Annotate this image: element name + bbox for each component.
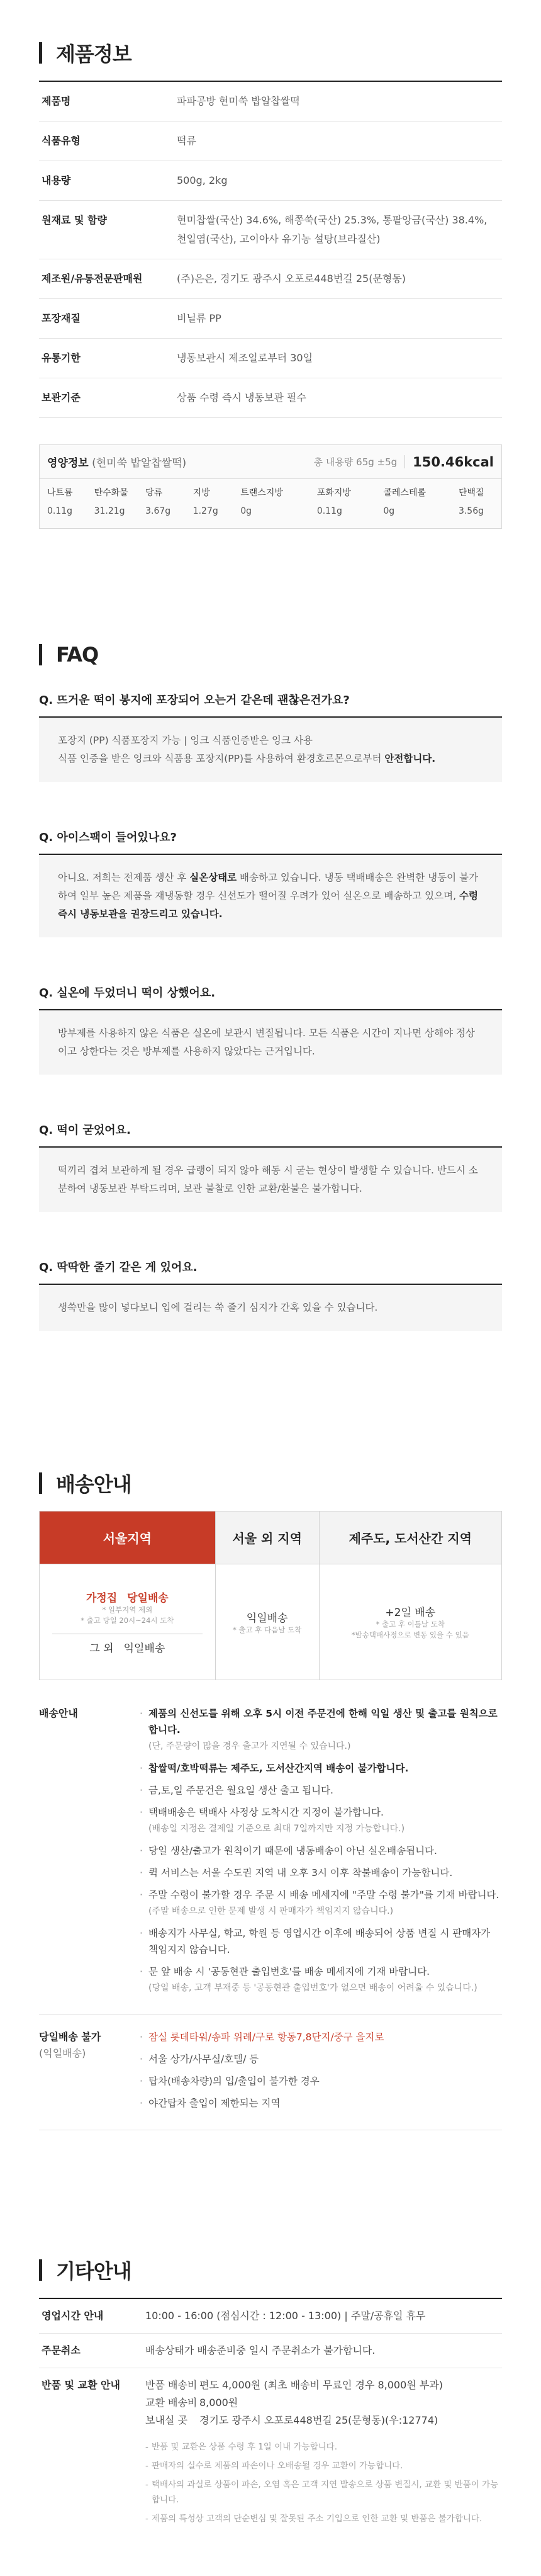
nutrient-value: 3.56g [458, 506, 484, 516]
nutrient-name: 탄수화물 [94, 488, 128, 498]
list-item: · 서울 상가/사무실/호텔/ 등 [140, 2051, 502, 2067]
nutrition-box [39, 444, 502, 529]
list-item: · 배송지가 사무실, 학교, 학원 등 영업시간 이후에 배송되어 상품 변질 시 판매자가 책임지지 않습니다. [140, 1925, 502, 1958]
answer-text: 식품 인증을 받은 잉크와 식품용 포장지(PP)를 사용하여 환경호르몬으로부터 [58, 753, 385, 764]
next-day-label: 익일배송 [246, 1612, 288, 1625]
faq-answer: 방부제를 사용하지 않은 식품은 실온에 보관시 변질됩니다. 모든 식품은 시간이 지나면 상해야 정상이고 상한다는 것은 방부제를 사용하지 않았다는 근거입니다. [39, 1010, 502, 1075]
faq-question: Q. 떡이 굳었어요. [39, 1112, 502, 1148]
next-day-label: 익일배송 [123, 1642, 165, 1655]
table-row [39, 259, 502, 299]
nutrient-value: 0.11g [47, 506, 73, 516]
nutrient-name: 당류 [145, 488, 163, 498]
nutrient-name: 트랜스지방 [240, 488, 283, 498]
shipping-region-table [39, 1511, 502, 1680]
faq-question: Q. 뜨거운 떡이 봉지에 포장되어 오는거 같은데 괜찮은건가요? [39, 682, 502, 718]
list-item: · 주말 수령이 불가할 경우 주문 시 배송 메세지에 "주말 수령 불가"를 기재 바랍니다. (주말 배송으로 인한 문제 발생 시 판매자가 책임지지 않습니다.) [140, 1887, 502, 1919]
nutrient-value: 0.11g [316, 506, 342, 516]
table-row [39, 121, 502, 161]
section-title: 배송안내 [56, 1472, 131, 1496]
etc-section [39, 2256, 502, 2538]
nutrient-name: 콜레스테롤 [383, 488, 426, 498]
list-item: · 잠실 롯데타워/송파 위례/구로 항동7,8단지/중구 을지로 [140, 2029, 502, 2045]
section-bar [39, 42, 42, 64]
faq-item [39, 682, 502, 782]
row-key: 제조원/유통전문판매원 [39, 259, 174, 299]
return-note: - 택배사의 과실로 상품이 파손, 오염 혹은 고객 지연 발송으로 상품 변질시, 교환 및 반품이 가능합니다. [145, 2477, 499, 2507]
faq-answer [39, 855, 502, 937]
nutrition-kcal: 150.46kcal [413, 454, 494, 470]
nutrient-cell [383, 485, 450, 518]
faq-section [39, 641, 502, 1331]
shipping-header [39, 1469, 502, 1497]
list-item: · 금,토,일 주문건은 월요일 생산 출고 됩니다. [140, 1782, 502, 1799]
etc-row-cancel: 주문취소 배송상태가 배송준비중 일시 주문취소가 불가합니다. [39, 2334, 502, 2368]
answer-text: 배송하고 있습니다. 냉동 택배배송은 완벽한 냉동이 불가하여 일부 높은 제품을 재냉동할 경우 신선도가 떨어질 우려가 있어 실온으로 배송하고 있으며, [58, 872, 478, 901]
section-title: 기타안내 [56, 2259, 131, 2283]
section-title: 제품정보 [56, 42, 131, 66]
list-item: · 당일 생산/출고가 원칙이기 때문에 냉동배송이 아닌 실온배송됩니다. [140, 1843, 502, 1859]
guide-list [140, 1705, 502, 2002]
nutrient-value: 31.21g [94, 506, 125, 516]
nutrient-cell [94, 485, 137, 518]
table-row [39, 378, 502, 418]
nutrient-name: 나트륨 [47, 488, 73, 498]
faq-answer: 떡끼리 겹쳐 보관하게 될 경우 급랭이 되지 않아 해동 시 굳는 현상이 발생할 수 있습니다. 반드시 소분하여 냉동보관 부탁드리며, 보관 불찰로 인한 교환/환불은 불가합니다. [39, 1148, 502, 1212]
row-value: 500g, 2kg [174, 161, 502, 201]
home-label: 가정집 [86, 1592, 118, 1605]
nutrient-cell [193, 485, 232, 518]
note: * 일부지역 제외 [102, 1605, 153, 1614]
row-value: 파파공방 현미쑥 밥알찹쌀떡 [174, 81, 502, 121]
table-row [39, 201, 502, 259]
region-jeju-cell [319, 1564, 501, 1680]
list-item: · 택배배송은 택배사 사정상 도착시간 지정이 불가합니다. (배송일 지정은 결제일 기준으로 최대 7일까지만 지정 가능합니다.) [140, 1804, 502, 1837]
row-value: 냉동보관시 제조일로부터 30일 [174, 339, 502, 378]
product-info-section [39, 39, 502, 529]
table-row [39, 339, 502, 378]
nutrient-name: 지방 [192, 488, 210, 498]
region-jeju-header: 제주도, 도서산간 지역 [319, 1511, 501, 1564]
faq-item [39, 820, 502, 937]
faq-header [39, 641, 502, 669]
row-value: (주)은은, 경기도 광주시 오포로448번길 25(문형동) [174, 259, 502, 299]
row-value: 현미찹쌀(국산) 34.6%, 해쫑쑥(국산) 25.3%, 통팥앙금(국산) 38.4%, 천일염(국산), 고이아사 유기농 설탕(브라질산) [174, 201, 502, 259]
return-notes [145, 2439, 499, 2526]
faq-item [39, 1112, 502, 1212]
row-key: 원재료 및 함량 [39, 201, 174, 259]
same-day-label: 당일배송 [127, 1592, 169, 1605]
etc-header [39, 2256, 502, 2284]
nutrient-cell [145, 485, 184, 518]
faq-question: Q. 실온에 두었더니 떡이 상했어요. [39, 975, 502, 1010]
nutrition-subtitle: (현미쑥 밥알찹쌀떡) [92, 457, 187, 470]
answer-emphasis: 수령 즉시 냉동보관을 권장드리고 있습니다. [58, 890, 478, 920]
list-item: · 탑차(배송차량)의 입/출입이 불가한 경우 [140, 2073, 502, 2089]
return-note: - 반품 및 교환은 상품 수령 후 1일 이내 가능합니다. [145, 2439, 499, 2455]
nutrient-name: 포화지방 [316, 488, 351, 498]
no-same-day [39, 2015, 502, 2130]
region-outside-header: 서울 외 지역 [215, 1511, 319, 1564]
nutrition-title: 영양정보 [47, 457, 89, 470]
shipping-guide [39, 1692, 502, 2015]
faq-answer-line [58, 750, 483, 768]
return-note: - 판매자의 실수로 제품의 파손이나 오배송될 경우 교환이 가능합니다. [145, 2458, 499, 2473]
row-key: 제품명 [39, 81, 174, 121]
faq-answer: 생쑥만을 많이 넣다보니 입에 걸리는 쑥 줄기 심지가 간혹 있을 수 있습니다. [39, 1285, 502, 1331]
table-row [39, 161, 502, 201]
etc-row-return: 반품 및 교환 안내 반품 배송비 편도 4,000원 (최초 배송비 무료인 경우 8,000원 부과) 교환 배송비 8,000원 보내실 곳 경기도 광주시 오포로448번길 25(문형동)(우:12774) - 반품 및 교환은 상품 수령 후 1일 이내 가능합니다. - 판매자의 실수로 제품의 파손이나 오배송될 경우 교환이 가능합니다. - 택배사의 과실로 상품이 파손, 오염 혹은 고객 지연 발송으로 상품 변질시, 교환 및 반품이 가능합니다. - 제품의 특성상 고객의 단순변심 및 잘못된 주소 기입으로 인한 교환 및 반품은 불가합니다. [39, 2368, 502, 2538]
nutrient-value: 0g [383, 506, 395, 516]
region-seoul-header: 서울지역 [40, 1511, 216, 1564]
other-label: 그 외 [89, 1642, 114, 1655]
list-item: · 문 앞 배송 시 '공동현관 출입번호'를 배송 메세지에 기재 바랍니다. (당일 배송, 고객 부재중 등 '공동현관 출입번호'가 없으면 배송이 어려울 수 있습니다.) [140, 1963, 502, 1996]
answer-emphasis: 안전합니다. [384, 753, 436, 764]
no-same-day-list [140, 2029, 502, 2117]
note: * 출고 후 다음날 도착 [233, 1625, 302, 1634]
product-info-header [39, 39, 502, 67]
note: *발송택배사정으로 변동 있을 수 있음 [351, 1630, 469, 1639]
nutrient-cell [47, 485, 86, 518]
section-title: FAQ [56, 643, 99, 667]
etc-row-hours: 영업시간 안내 10:00 - 16:00 (점심시간 : 12:00 - 13:00) | 주말/공휴일 휴무 [39, 2299, 502, 2334]
product-info-table [39, 81, 502, 418]
faq-answer [39, 718, 502, 782]
row-key: 내용량 [39, 161, 174, 201]
table-row [39, 81, 502, 121]
section-bar [39, 2259, 42, 2281]
note: * 출고 후 이틀날 도착 [376, 1620, 445, 1629]
return-note: - 제품의 특성상 고객의 단순변심 및 잘못된 주소 기입으로 인한 교환 및 반품은 불가합니다. [145, 2511, 499, 2526]
nutrient-cell [459, 485, 494, 518]
list-item: · 야간탑차 출입이 제한되는 지역 [140, 2095, 502, 2111]
faq-question: Q. 아이스팩이 들어있나요? [39, 820, 502, 855]
etc-table [39, 2298, 502, 2538]
nutrient-cell [317, 485, 375, 518]
row-value: 비닐류 PP [174, 299, 502, 339]
no-same-day-label: 당일배송 불가 [39, 2031, 101, 2043]
faq-item [39, 1250, 502, 1331]
shipping-section [39, 1469, 502, 2130]
table-row [39, 299, 502, 339]
exchange-fee: 교환 배송비 8,000원 [145, 2397, 238, 2409]
plus-two-day-label: +2일 배송 [385, 1607, 436, 1619]
nutrition-grid [40, 479, 501, 528]
nutrient-cell [240, 485, 308, 518]
row-value: 상품 수령 즉시 냉동보관 필수 [174, 378, 502, 418]
faq-question: Q. 딱딱한 줄기 같은 게 있어요. [39, 1250, 502, 1285]
section-bar [39, 644, 42, 665]
list-item: · 퀵 서비스는 서울 수도권 지역 내 오후 3시 이후 착불배송이 가능합니다. [140, 1865, 502, 1881]
section-bar [39, 1472, 42, 1494]
list-item: · 찹쌀떡/호박떡류는 제주도, 도서산간지역 배송이 불가합니다. [140, 1760, 502, 1777]
no-same-day-sub: (익일배송) [39, 2047, 86, 2059]
row-key: 보관기준 [39, 378, 174, 418]
nutrient-value: 1.27g [192, 506, 218, 516]
row-key: 식품유형 [39, 121, 174, 161]
nutrition-serving: 총 내용량 65g ±5g [314, 455, 406, 468]
answer-text: 아니요. 저희는 전제품 생산 후 [58, 872, 190, 883]
region-seoul-cell [40, 1564, 216, 1680]
nutrition-header [40, 445, 501, 479]
list-item: · 제품의 신선도를 위해 오후 5시 이전 주문건에 한해 익일 생산 및 출고를 원칙으로 합니다. (단, 주문량이 많을 경우 출고가 지연될 수 있습니다.) [140, 1705, 502, 1754]
nutrient-value: 3.67g [145, 506, 171, 516]
answer-emphasis: 실온상태로 [189, 872, 237, 883]
row-key: 포장재질 [39, 299, 174, 339]
nutrient-value: 0g [240, 506, 252, 516]
return-fee: 반품 배송비 편도 4,000원 (최초 배송비 무료인 경우 8,000원 부과) [145, 2379, 443, 2391]
faq-answer-line: 포장지 (PP) 식품포장지 가능 | 잉크 식품인증받은 잉크 사용 [58, 735, 313, 746]
guide-label: 배송안내 [39, 1707, 78, 1719]
return-address: 보내실 곳 경기도 광주시 오포로448번길 25(문형동)(우:12774) [145, 2414, 438, 2426]
region-outside-cell [215, 1564, 319, 1680]
row-key: 유통기한 [39, 339, 174, 378]
faq-item [39, 975, 502, 1075]
note: * 출고 당일 20시~24시 도착 [81, 1616, 174, 1625]
nutrient-name: 단백질 [458, 488, 484, 498]
row-value: 떡류 [174, 121, 502, 161]
